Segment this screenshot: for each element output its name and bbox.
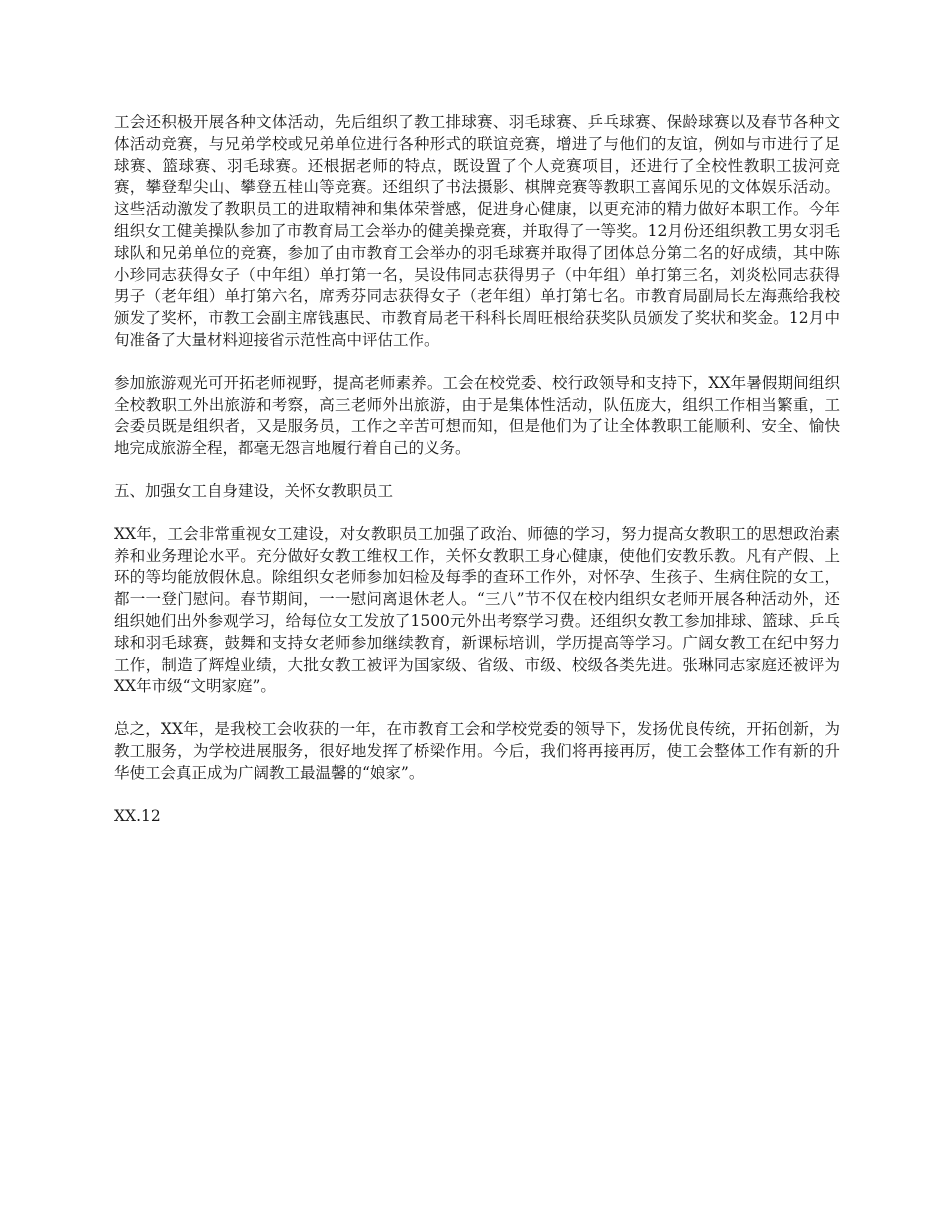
section-heading: 五、加强女工自身建设，关怀女教职员工	[114, 481, 394, 500]
paragraph-tourism: 参加旅游观光可开拓老师视野，提高老师素养。工会在校党委、校行政领导和支持下，XX年暑假期间组织全校教职工外出旅游和考察，高三老师外出旅游，由于是集体性活动，队伍庞大，组织工作相当繁重，工会委员既是组织者，又是服务员，工作之辛苦可想而知，但是他们为了让全体教职工能顺利、安全、愉快地完成旅游全程，都毫无怨言地履行着自己的义务。	[114, 373, 840, 458]
paragraph-cultural-activities: 工会还积极开展各种文体活动，先后组织了教工排球赛、羽毛球赛、乒乓球赛、保龄球赛以及春节各种文体活动竞赛，与兄弟学校或兄弟单位进行各种形式的联谊竞赛，增进了与他们的友谊，例如与市进行了足球赛、篮球赛、羽毛球赛。还根据老师的特点，既设置了个人竞赛项目，还进行了全校性教职工拔河竞赛，攀登犁尖山、攀登五桂山等竞赛。还组织了书法摄影、棋牌竞赛等教职工喜闻乐见的文体娱乐活动。这些活动激发了教职员工的进取精神和集体荣誉感，促进身心健康，以更充沛的精力做好本职工作。今年组织女工健美操队参加了市教育局工会举办的健美操竞赛，并取得了一等奖。12月份还组织教工男女羽毛球队和兄弟单位的竞赛，参加了由市教育工会举办的羽毛球赛并取得了团体总分第二名的好成绩，其中陈小珍同志获得女子（中年组）单打第一名，吴设伟同志获得男子（中年组）单打第三名，刘炎松同志获得男子（老年组）单打第六名，席秀芬同志获得女子（老年组）单打第七名。市教育局副局长左海燕给我校颁发了奖杯，市教工会副主席钱惠民、市教育局老干科科长周旺根给获奖队员颁发了奖状和奖金。12月中旬准备了大量材料迎接省示范性高中评估工作。	[114, 113, 840, 349]
paragraph-summary: 总之，XX年，是我校工会收获的一年，在市教育工会和学校党委的领导下，发扬优良传统，开拓创新，为教工服务，为学校进展服务，很好地发挥了桥梁作用。今后，我们将再接再厉，使工会整体工作有新的升华使工会真正成为广阔教工最温馨的“娘家”。	[114, 720, 840, 782]
document-body	[114, 112, 840, 827]
document-date: XX.12	[114, 806, 161, 825]
paragraph-female-staff: XX年，工会非常重视女工建设，对女教职员工加强了政治、师德的学习，努力提高女教职工的思想政治素养和业务理论水平。充分做好女教工维权工作，关怀女教职工身心健康，使他们安教乐教。凡有产假、上环的等均能放假休息。除组织女老师参加妇检及每季的查环工作外，对怀孕、生孩子、生病住院的女工，都一一登门慰问。春节期间，一一慰问离退休老人。“三八”节不仅在校内组织女老师开展各种活动外，还组织她们出外参观学习，给每位女工发放了1500元外出考察学习费。还组织女教工参加排球、篮球、乒乓球和羽毛球赛，鼓舞和支持女老师参加继续教育，新课标培训，学历提高等学习。广阔女教工在纪中努力工作，制造了辉煌业绩，大批女教工被评为国家级、省级、市级、校级各类先进。张琳同志家庭还被评为XX年市级“文明家庭”。	[114, 524, 840, 696]
